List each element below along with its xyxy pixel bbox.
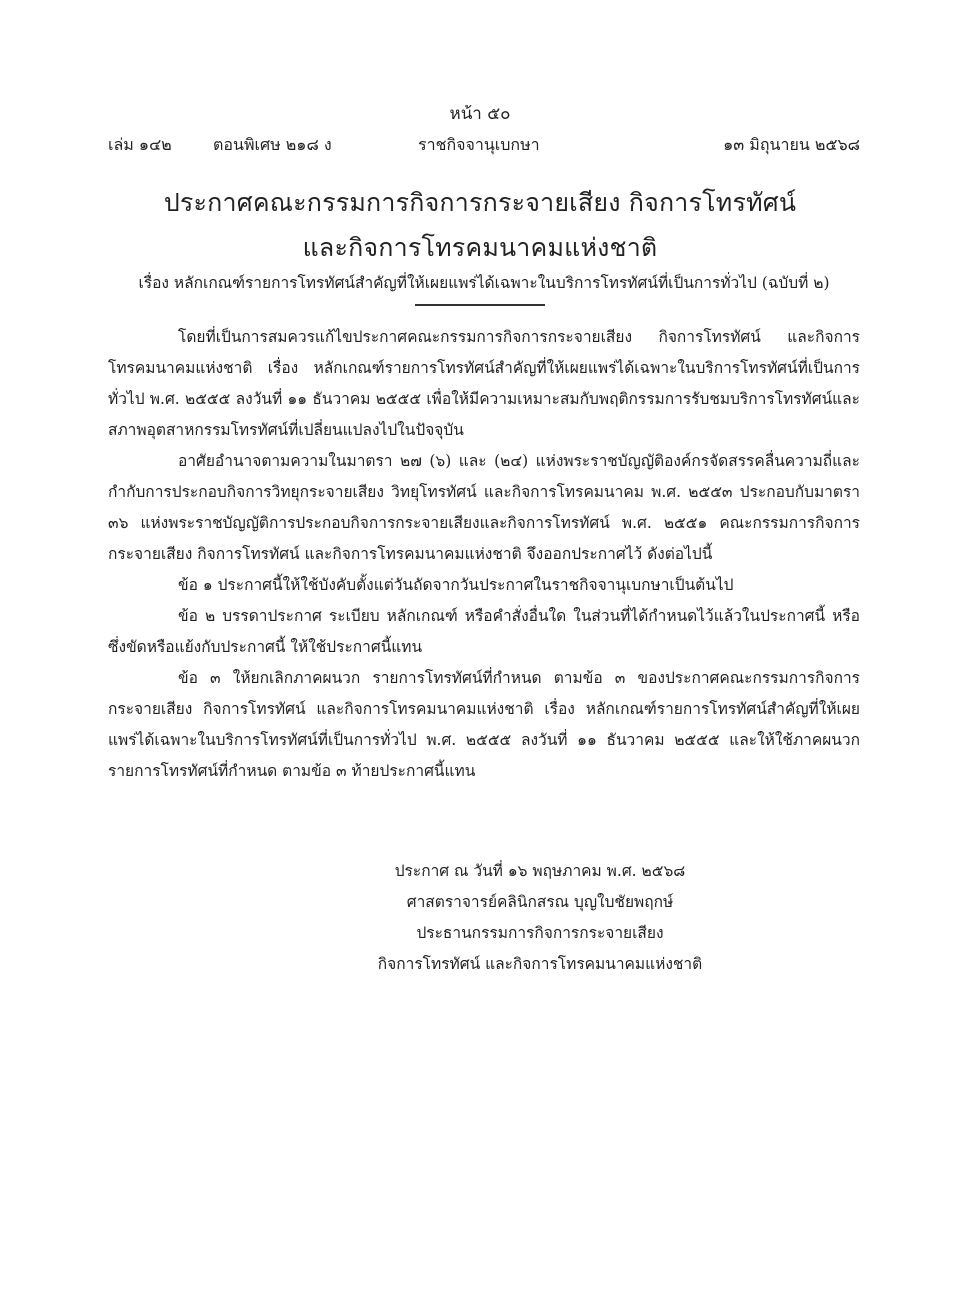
announcement-subject: เรื่อง หลักเกณฑ์รายการโทรทัศน์สำคัญที่ให้เผยแพร่ได้เฉพาะในบริการโทรทัศน์ที่เป็นการทั่วไป (ฉบับที่ ๒) [138, 274, 830, 292]
gazette-name: ราชกิจจานุเบกษา [418, 135, 540, 154]
preamble-paragraph: โดยที่เป็นการสมควรแก้ไขประกาศคณะกรรมการกิจการกระจายเสียง กิจการโทรทัศน์ และกิจการโทรคมนาคมแห่งชาติ เรื่อง หลักเกณฑ์รายการโทรทัศน์สำคัญที่ให้เผยแพร่ได้เฉพาะในบริการโทรทัศน์ที่เป็นการทั่วไป พ.ศ. ๒๕๕๕ ลงวันที่ ๑๑ ธันวาคม ๒๕๕๕ เพื่อให้มีความเหมาะสมกับพฤติกรรมการรับชมบริการโทรทัศน์และสภาพอุตสาหกรรมโทรทัศน์ที่เปลี่ยนแปลงไปในปัจจุบัน [108, 328, 860, 439]
page-number: หน้า ๕๐ [449, 104, 511, 124]
signatory-position-line-1: ประธานกรรมการกิจการกระจายเสียง [416, 924, 664, 942]
announcement-body [108, 322, 860, 787]
publication-date: ๑๓ มิถุนายน ๒๕๖๘ [723, 135, 860, 154]
title-divider [415, 304, 545, 306]
signatory-name: ศาสตราจารย์คลินิกสรณ บุญใบชัยพฤกษ์ [406, 893, 674, 911]
authority-paragraph: อาศัยอำนาจตามความในมาตรา ๒๗ (๖) และ (๒๔) แห่งพระราชบัญญัติองค์กรจัดสรรคลื่นความถี่และกำกับการประกอบกิจการวิทยุกระจายเสียง วิทยุโทรทัศน์ และกิจการโทรคมนาคม พ.ศ. ๒๕๕๓ ประกอบกับมาตรา ๓๖ แห่งพระราชบัญญัติการประกอบกิจการกระจายเสียงและกิจการโทรทัศน์ พ.ศ. ๒๕๕๑ คณะกรรมการกิจการกระจายเสียง กิจการโทรทัศน์ และกิจการโทรคมนาคมแห่งชาติ จึงออกประกาศไว้ ดังต่อไปนี้ [108, 452, 860, 563]
clause-2: ข้อ ๒ บรรดาประกาศ ระเบียบ หลักเกณฑ์ หรือคำสั่งอื่นใด ในส่วนที่ได้กำหนดไว้แล้วในประกาศนี้ หรือซึ่งขัดหรือแย้งกับประกาศนี้ ให้ใช้ประกาศนี้แทน [108, 607, 860, 656]
gazette-header [108, 133, 860, 157]
announcement-title-line-1: ประกาศคณะกรรมการกิจการกระจายเสียง กิจการโทรทัศน์ [163, 188, 797, 217]
volume-number: เล่ม ๑๔๒ [108, 135, 172, 154]
signatory-position-line-2: กิจการโทรทัศน์ และกิจการโทรคมนาคมแห่งชาติ [377, 955, 703, 973]
clause-3: ข้อ ๓ ให้ยกเลิกภาคผนวก รายการโทรทัศน์ที่กำหนด ตามข้อ ๓ ของประกาศคณะกรรมการกิจการกระจายเสียง กิจการโทรทัศน์ และกิจการโทรคมนาคมแห่งชาติ เรื่อง หลักเกณฑ์รายการโทรทัศน์สำคัญที่ให้เผยแพร่ได้เฉพาะในบริการโทรทัศน์ที่เป็นการทั่วไป พ.ศ. ๒๕๕๕ ลงวันที่ ๑๑ ธันวาคม ๒๕๕๕ และให้ใช้ภาคผนวก รายการโทรทัศน์ที่กำหนด ตามข้อ ๓ ท้ายประกาศนี้แทน [108, 669, 860, 780]
clause-1: ข้อ ๑ ประกาศนี้ให้ใช้บังคับตั้งแต่วันถัดจากวันประกาศในราชกิจจานุเบกษาเป็นต้นไป [178, 576, 734, 594]
announcement-title-line-2: และกิจการโทรคมนาคมแห่งชาติ [302, 233, 658, 262]
announcement-date: ประกาศ ณ วันที่ ๑๖ พฤษภาคม พ.ศ. ๒๕๖๘ [394, 862, 686, 880]
signature-block [0, 856, 960, 980]
issue-number: ตอนพิเศษ ๒๑๘ ง [213, 135, 332, 154]
